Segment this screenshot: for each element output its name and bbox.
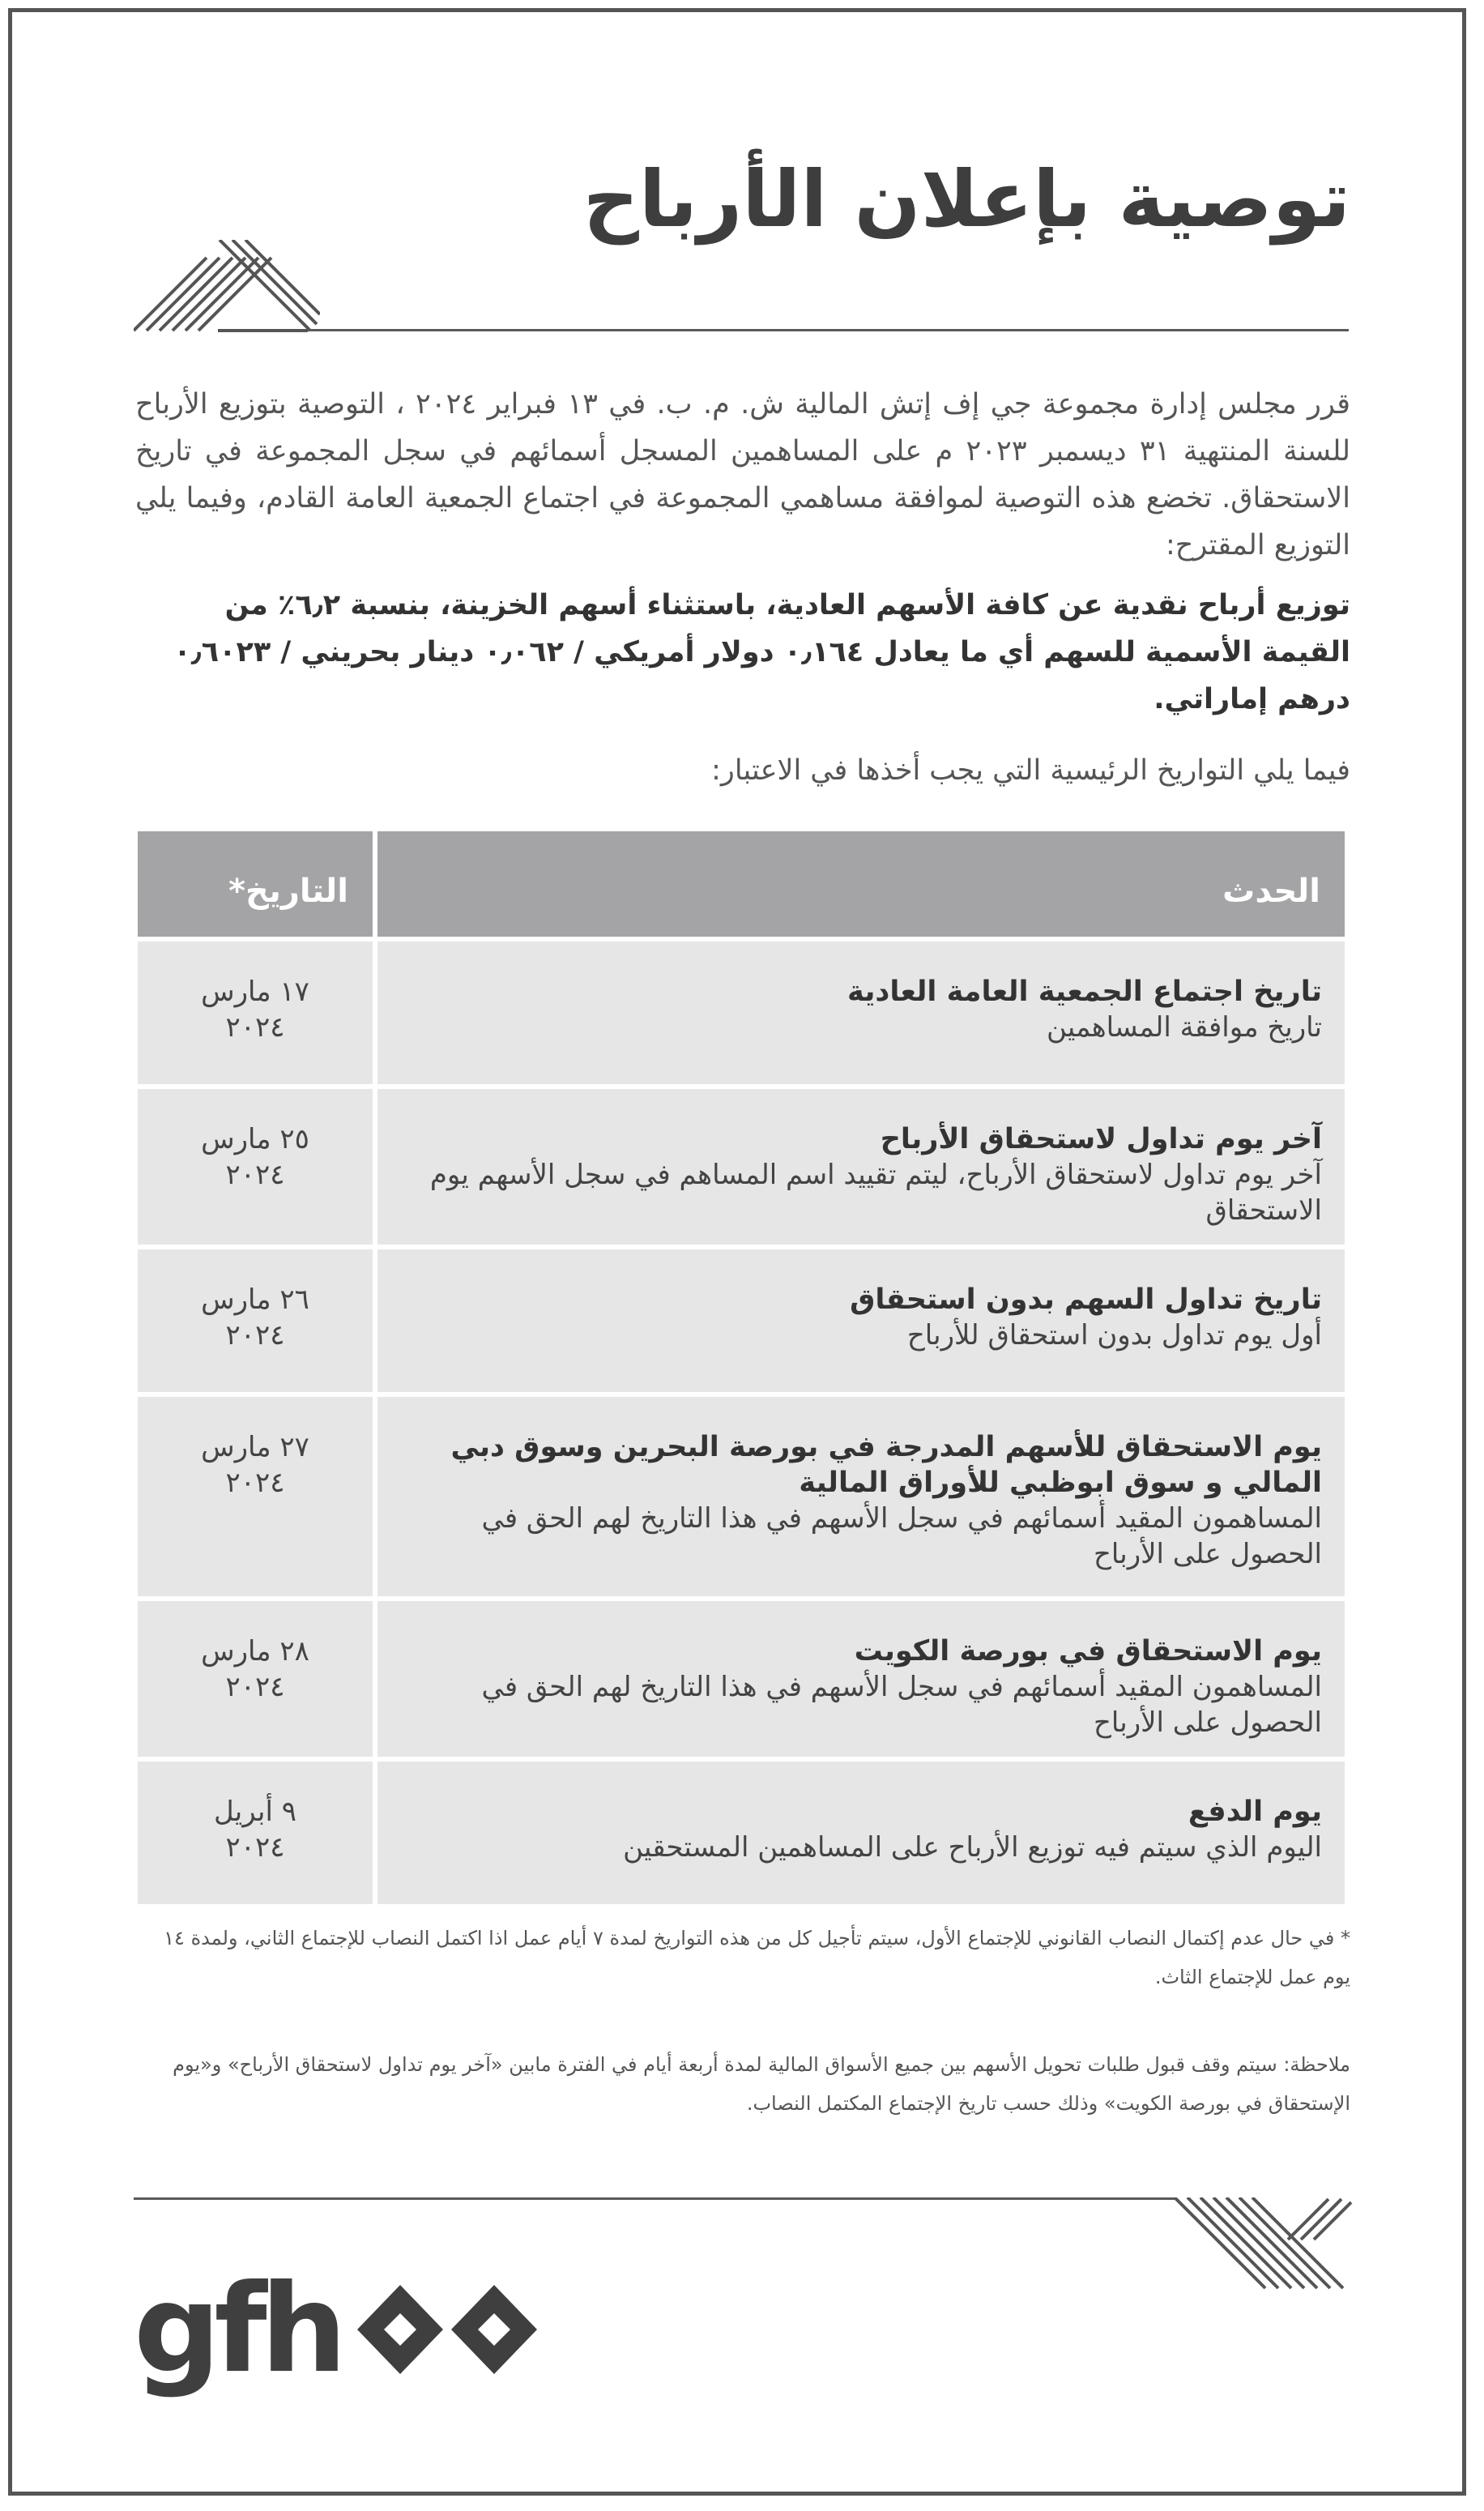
page-title: توصية بإعلان الأرباح [582, 154, 1350, 245]
event-cell [373, 942, 1345, 1084]
logo-diamonds-icon [350, 2277, 552, 2382]
event-title: يوم الاستحقاق في بورصة الكويت [854, 1635, 1322, 1668]
date-cell [138, 1601, 373, 1757]
event-desc: آخر يوم تداول لاستحقاق الأرباح، ليتم تقييد اسم المساهم في سجل الأسهم يوم الاستحقاق [429, 1159, 1322, 1227]
date-year: ٢٠٢٤ [225, 1319, 285, 1352]
date-day: ٢٧ مارس [201, 1431, 309, 1463]
table-row [138, 1397, 1345, 1596]
event-desc: المساهمون المقيد أسمائهم في سجل الأسهم في هذا التاريخ لهم الحق في الحصول على الأرباح [481, 1502, 1322, 1570]
gfh-logo [134, 2259, 552, 2400]
table-row [138, 1089, 1345, 1245]
date-day: ٢٨ مارس [201, 1635, 309, 1668]
date-day: ٢٥ مارس [201, 1123, 309, 1155]
footnote: * في حال عدم إكتمال النصاب القانوني للإجتماع الأول، سيتم تأجيل كل من هذه التواريخ لمدة ٧ أيام عمل اذا اكتمل النصاب للإجتماع الثاني، ولمدة ١٤ يوم عمل للإجتماع الثاث. [164, 1927, 1350, 1988]
event-cell [373, 1762, 1345, 1904]
event-cell [373, 1249, 1345, 1392]
date-year: ٢٠٢٤ [225, 1671, 285, 1703]
event-title: تاريخ تداول السهم بدون استحقاق [850, 1283, 1322, 1316]
event-cell [373, 1397, 1345, 1596]
key-dates-table [138, 826, 1345, 1909]
hatch-decoration-top [134, 240, 320, 337]
logo-wordmark: gfh [134, 2259, 341, 2400]
event-desc: أول يوم تداول بدون استحقاق للأرباح [906, 1319, 1322, 1352]
table-header-row [138, 831, 1345, 937]
event-title: يوم الدفع [1188, 1796, 1322, 1828]
date-cell [138, 942, 373, 1084]
event-title: يوم الاستحقاق للأسهم المدرجة في بورصة البحرين وسوق دبي المالي و سوق ابوظبي للأوراق المالية [450, 1431, 1322, 1499]
table-row [138, 1762, 1345, 1904]
event-cell [373, 1601, 1345, 1757]
date-year: ٢٠٢٤ [225, 1831, 285, 1864]
title-divider [308, 329, 1349, 331]
date-cell [138, 1249, 373, 1392]
dates-intro: فيما يلي التواريخ الرئيسية التي يجب أخذها في الاعتبار: [711, 754, 1350, 787]
table-row [138, 1601, 1345, 1757]
date-day: ٢٦ مارس [201, 1283, 309, 1316]
date-year: ٢٠٢٤ [225, 1467, 285, 1499]
event-desc: المساهمون المقيد أسمائهم في سجل الأسهم في هذا التاريخ لهم الحق في الحصول على الأرباح [481, 1671, 1322, 1739]
date-day: ١٧ مارس [201, 976, 309, 1008]
table-row [138, 942, 1345, 1084]
date-year: ٢٠٢٤ [225, 1011, 285, 1044]
note: ملاحظة: سيتم وقف قبول طلبات تحويل الأسهم بين جميع الأسواق المالية لمدة أربعة أيام في الفترة مابين «آخر يوم تداول لاستحقاق الأرباح» و«يوم الإستحقاق في بورصة الكويت» وذلك حسب تاريخ الإجتماع المكتمل النصاب. [173, 2053, 1350, 2115]
bottom-divider [134, 2197, 1175, 2200]
hatch-decoration-bottom [1166, 2197, 1353, 2295]
event-cell [373, 1089, 1345, 1245]
date-year: ٢٠٢٤ [225, 1159, 285, 1191]
event-title: تاريخ اجتماع الجمعية العامة العادية [847, 976, 1322, 1008]
date-day: ٩ أبريل [214, 1796, 296, 1828]
proposal-paragraph: توزيع أرباح نقدية عن كافة الأسهم العادية، باستثناء أسهم الخزينة، بنسبة ٦٫٢٪ من القيمة الأسمية للسهم أي ما يعادل ٠٫١٦٤ دولار أمريكي / ٠٫٠٦٢ دينار بحريني / ٠٫٦٠٢٣ درهم إماراتي. [173, 589, 1350, 715]
event-desc: اليوم الذي سيتم فيه توزيع الأرباح على المساهمين المستحقين [623, 1831, 1322, 1864]
date-cell [138, 1762, 373, 1904]
date-cell [138, 1089, 373, 1245]
event-desc: تاريخ موافقة المساهمين [1046, 1011, 1322, 1044]
date-cell [138, 1397, 373, 1596]
header-date: التاريخ* [138, 831, 373, 937]
event-title: آخر يوم تداول لاستحقاق الأرباح [880, 1123, 1322, 1155]
header-event: الحدث [373, 831, 1345, 937]
table-row [138, 1249, 1345, 1392]
intro-paragraph: قرر مجلس إدارة مجموعة جي إف إتش المالية ش. م. ب. في ١٣ فبراير ٢٠٢٤ ، التوصية بتوزيع الأرباح للسنة المنتهية ٣١ ديسمبر ٢٠٢٣ م على المساهمين المسجل أسمائهم في سجل المجموعة في تاريخ الاستحقاق. تخضع هذه التوصية لموافقة مساهمي المجموعة في اجتماع الجمعية العامة القادم، وفيما يلي التوزيع المقترح: [135, 388, 1350, 562]
